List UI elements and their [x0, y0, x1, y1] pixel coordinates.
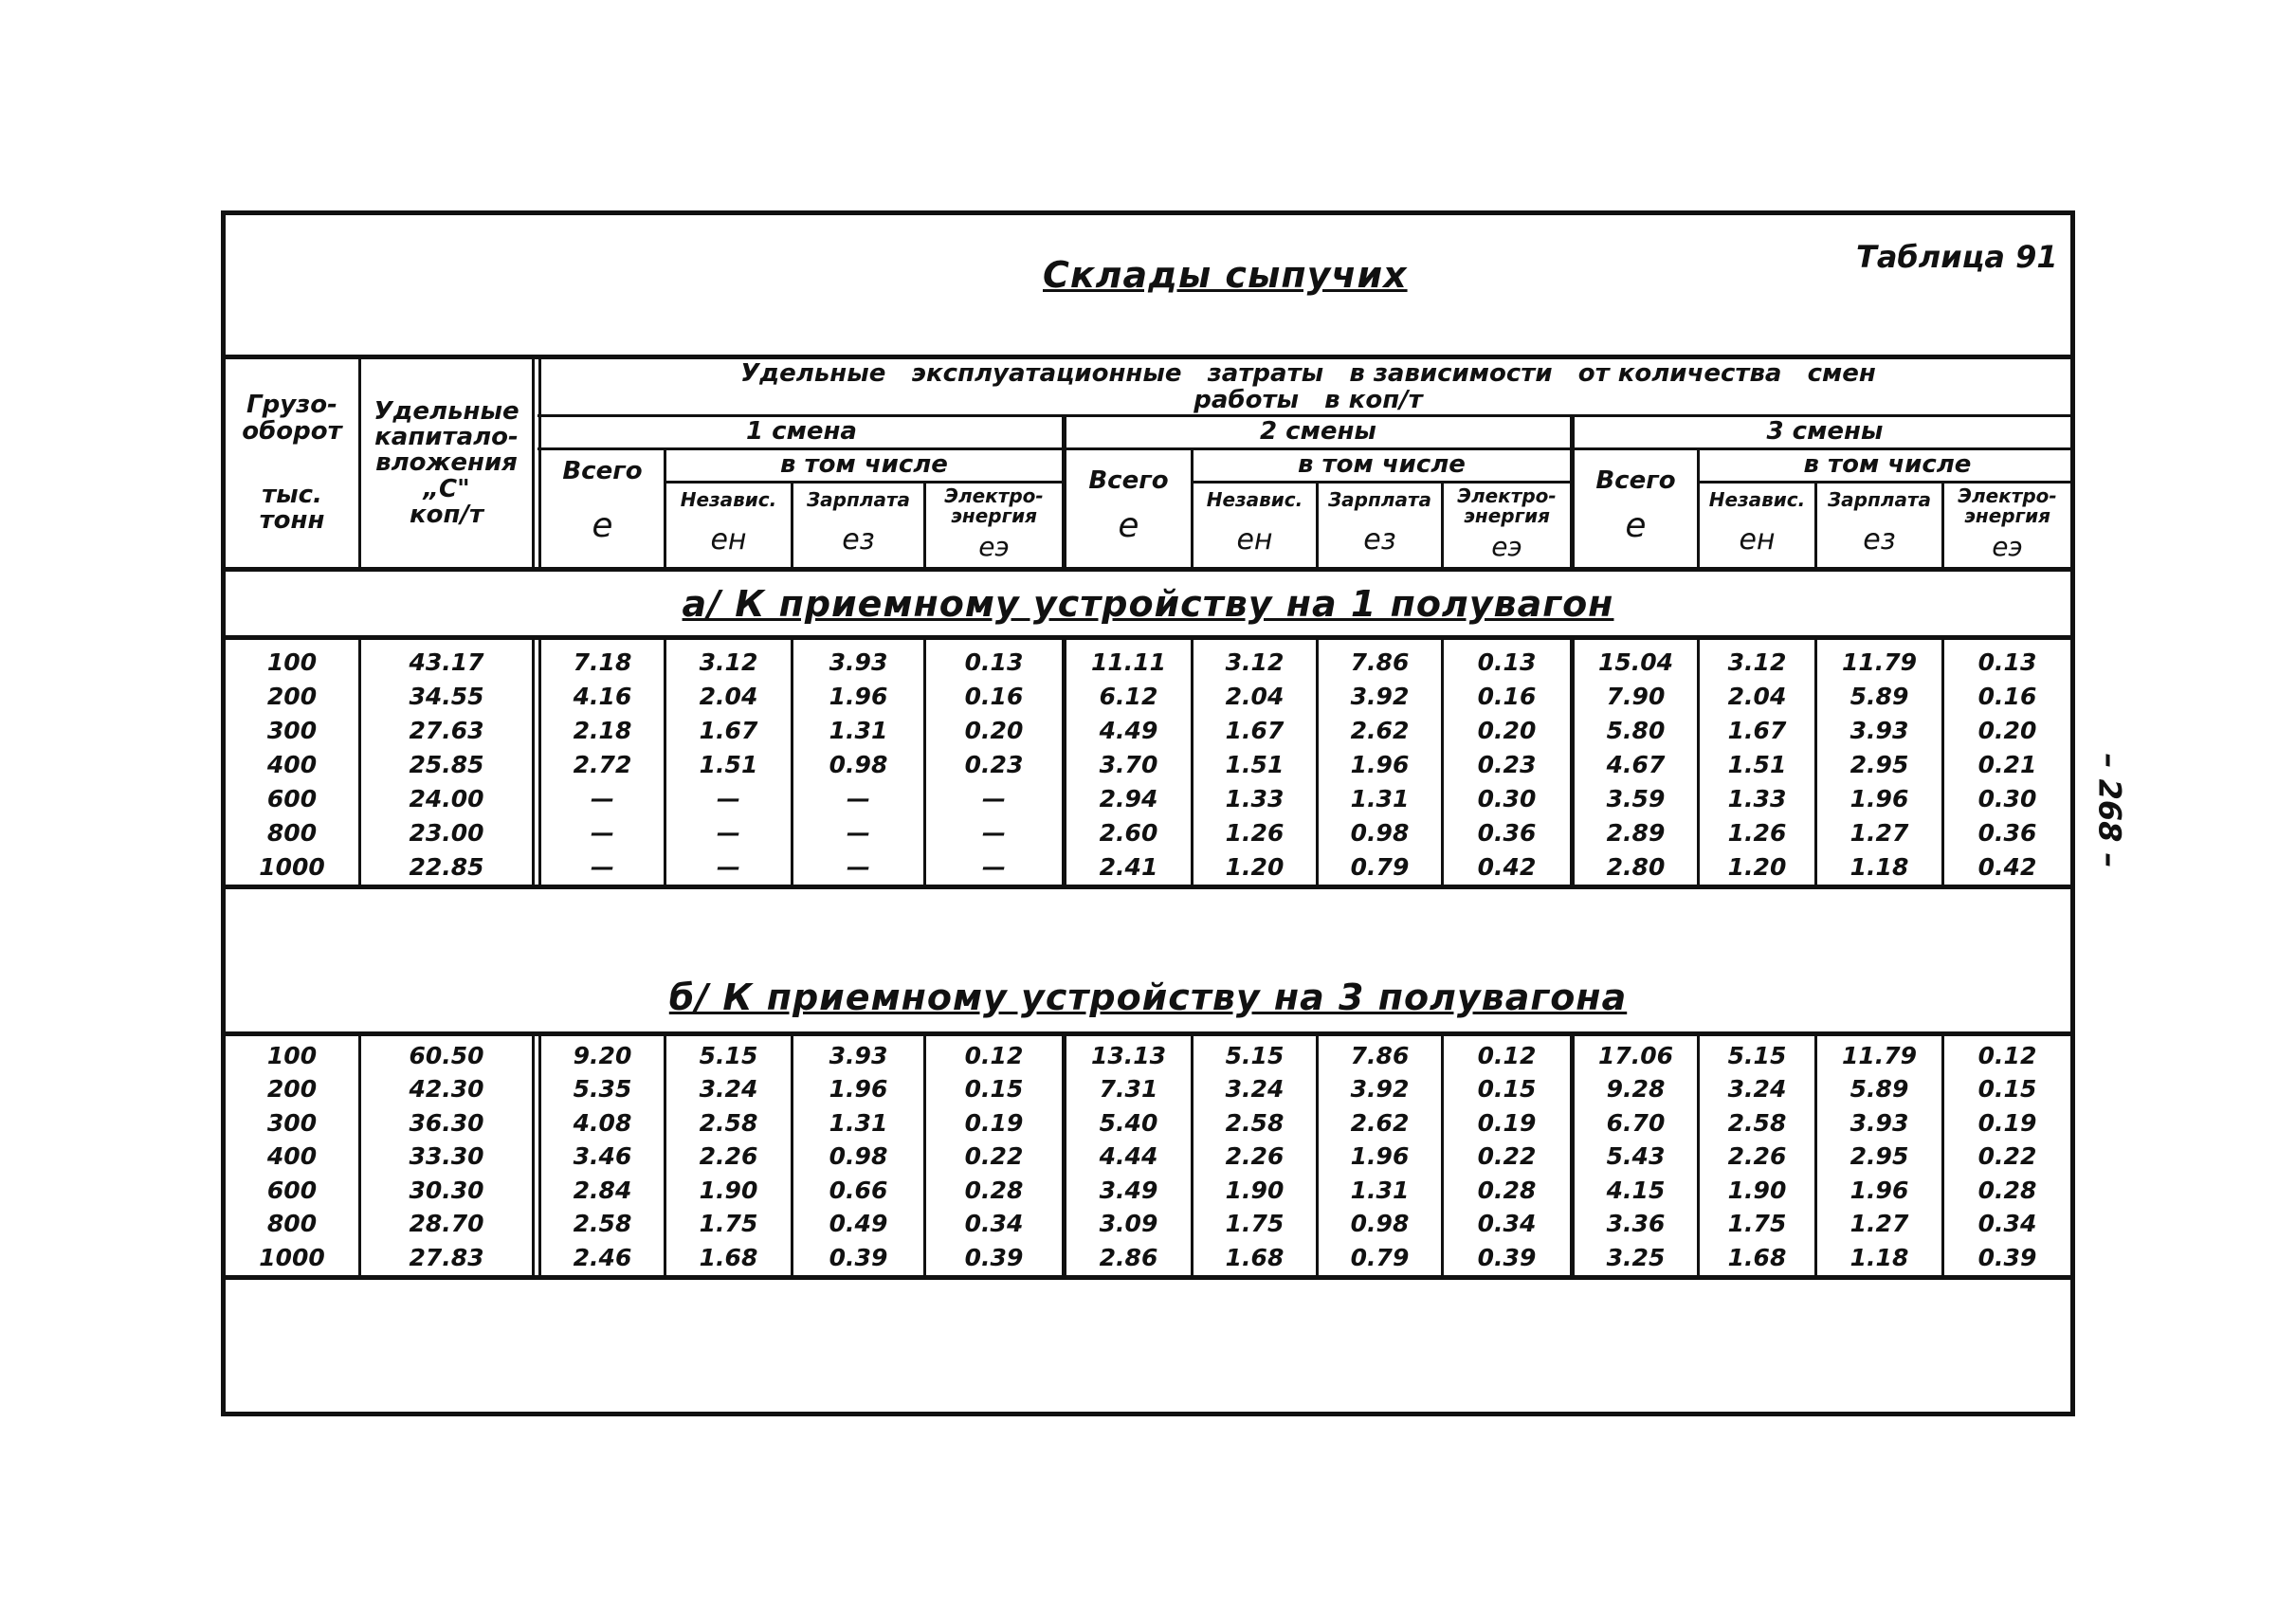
table-cell: 0.42: [1477, 852, 1537, 881]
table-cell: —: [847, 784, 870, 812]
header-indep-sym-1: eн: [710, 523, 747, 557]
table-cell: 100: [266, 1041, 318, 1069]
table-cell: —: [982, 784, 1006, 812]
table-cell: 0.15: [964, 1075, 1024, 1103]
table-cell: 2.26: [1727, 1142, 1787, 1170]
header-indep-sym-2: eн: [1236, 523, 1273, 557]
table-cell: 400: [266, 1142, 318, 1170]
table-cell: 300: [266, 1108, 318, 1137]
table-cell: 2.26: [699, 1142, 758, 1170]
table-cell: 0.16: [1477, 682, 1537, 710]
header-wage-3: Зарплата: [1827, 487, 1932, 511]
table-cell: 43.17: [409, 648, 484, 676]
table-cell: 0.23: [964, 750, 1024, 778]
table-cell: 3.09: [1099, 1210, 1158, 1237]
table-cell: 2.58: [1225, 1108, 1285, 1137]
table-cell: 1.90: [699, 1176, 758, 1204]
table-cell: 27.83: [409, 1243, 484, 1271]
table-cell: 11.79: [1841, 648, 1918, 676]
table-cell: 7.90: [1606, 682, 1666, 710]
section-b-rows: [0, 1038, 2296, 1273]
table-row: [0, 679, 2296, 713]
table-cell: 0.23: [1477, 750, 1537, 778]
table-cell: 1.96: [1850, 1176, 1909, 1204]
table-cell: 1.26: [1225, 818, 1285, 847]
table-cell: 0.22: [1977, 1142, 2037, 1170]
table-cell: 1.68: [1727, 1243, 1787, 1271]
table-cell: 1.51: [699, 750, 758, 778]
table-cell: 2.60: [1099, 818, 1158, 847]
table-cell: 2.04: [1225, 682, 1285, 710]
table-number: Таблица 91: [1856, 239, 2058, 275]
table-cell: 3.49: [1099, 1176, 1158, 1204]
table-cell: 0.79: [1350, 852, 1410, 881]
table-cell: 0.13: [1977, 648, 2037, 676]
header-wage-sym-2: eз: [1363, 523, 1396, 557]
table-cell: 1.20: [1727, 852, 1787, 881]
table-cell: 42.30: [409, 1075, 484, 1103]
header-wage-sym-3: eз: [1863, 523, 1896, 557]
table-cell: 4.67: [1606, 750, 1666, 778]
table-cell: 4.16: [573, 682, 632, 710]
header-shift-3: 3 смены: [1766, 417, 1884, 447]
table-cell: 22.85: [409, 852, 484, 881]
table-cell: 0.22: [1477, 1142, 1537, 1170]
header-incl-1: в том числе: [780, 450, 948, 480]
header-total-sym-3: e: [1625, 506, 1647, 546]
table-cell: 800: [266, 818, 318, 847]
table-cell: 5.15: [1225, 1041, 1285, 1069]
table-cell: 1.27: [1850, 818, 1909, 847]
header-shift-1: 1 смена: [746, 417, 857, 447]
section-b-end-line: [221, 1275, 2075, 1280]
table-cell: 17.06: [1597, 1041, 1674, 1069]
table-cell: 3.12: [1727, 648, 1787, 676]
table-cell: 7.86: [1350, 648, 1410, 676]
table-cell: 36.30: [409, 1108, 484, 1137]
header-power-sym-1: eэ: [978, 531, 1010, 563]
table-cell: 600: [266, 1176, 318, 1204]
table-cell: 0.12: [964, 1041, 1024, 1069]
table-cell: 2.58: [699, 1108, 758, 1137]
table-cell: 0.19: [1977, 1108, 2037, 1137]
table-row: [0, 1140, 2296, 1174]
table-cell: 3.70: [1099, 750, 1158, 778]
table-cell: 0.36: [1477, 818, 1537, 847]
table-cell: 1.33: [1727, 784, 1787, 812]
table-cell: 1.67: [1727, 716, 1787, 744]
table-cell: 1.68: [1225, 1243, 1285, 1271]
table-cell: 3.92: [1350, 682, 1410, 710]
table-cell: 0.98: [1350, 818, 1410, 847]
table-cell: 1000: [259, 852, 325, 881]
table-cell: 2.94: [1099, 784, 1158, 812]
header-incl-2: в том числе: [1298, 450, 1466, 480]
table-cell: 3.25: [1606, 1243, 1666, 1271]
table-cell: 0.42: [1977, 852, 2037, 881]
section-b-title: б/ К приемному устройству на 3 полувагона: [668, 976, 1628, 1018]
section-b-line: [221, 1031, 2075, 1036]
header-wage-1: Зарплата: [806, 487, 911, 511]
table-cell: —: [591, 818, 614, 847]
table-cell: 3.24: [699, 1075, 758, 1103]
table-cell: 4.08: [573, 1108, 632, 1137]
table-cell: 1.67: [1225, 716, 1285, 744]
table-cell: 28.70: [409, 1210, 484, 1237]
table-cell: 1.31: [1350, 1176, 1410, 1204]
table-cell: 3.46: [573, 1142, 632, 1170]
table-cell: 30.30: [409, 1176, 484, 1204]
table-cell: 1.96: [1350, 1142, 1410, 1170]
table-cell: 5.43: [1606, 1142, 1666, 1170]
table-cell: 0.30: [1477, 784, 1537, 812]
table-cell: 3.92: [1350, 1075, 1410, 1103]
table-cell: 3.24: [1727, 1075, 1787, 1103]
table-cell: 0.20: [964, 716, 1024, 744]
table-cell: 0.20: [1977, 716, 2037, 744]
header-wage-sym-1: eз: [842, 523, 875, 557]
table-cell: 4.15: [1606, 1176, 1666, 1204]
table-cell: 3.12: [699, 648, 758, 676]
page-title: Склады сыпучих: [1043, 254, 1408, 296]
table-cell: 4.49: [1099, 716, 1158, 744]
table-cell: 6.12: [1099, 682, 1158, 710]
header-power-3: Электро-энергия: [1958, 484, 2057, 527]
table-cell: 0.34: [1477, 1210, 1537, 1237]
table-cell: 24.00: [409, 784, 484, 812]
table-cell: 1.31: [1350, 784, 1410, 812]
header-total-sym-2: e: [1118, 506, 1139, 546]
table-row: [0, 747, 2296, 781]
table-cell: 3.36: [1606, 1210, 1666, 1237]
table-row: [0, 713, 2296, 747]
table-cell: 13.13: [1090, 1041, 1167, 1069]
header-power-sym-3: eэ: [1992, 531, 2023, 563]
page-number: – 268 –: [2092, 753, 2129, 868]
table-cell: 1.75: [1225, 1210, 1285, 1237]
table-cell: 0.98: [829, 750, 888, 778]
table-cell: 0.13: [1477, 648, 1537, 676]
table-cell: 5.40: [1099, 1108, 1158, 1137]
table-cell: 2.72: [573, 750, 632, 778]
header-power-sym-2: eэ: [1491, 531, 1522, 563]
table-cell: 3.24: [1225, 1075, 1285, 1103]
table-cell: 3.12: [1225, 648, 1285, 676]
table-cell: 300: [266, 716, 318, 744]
table-cell: 1.27: [1850, 1210, 1909, 1237]
table-cell: —: [982, 852, 1006, 881]
header-total-sym-1: e: [592, 506, 613, 546]
table-cell: 1.18: [1850, 852, 1909, 881]
header-total-3: Всего: [1595, 466, 1676, 496]
table-cell: 200: [266, 682, 318, 710]
table-cell: 1.33: [1225, 784, 1285, 812]
table-row: [0, 645, 2296, 679]
table-cell: 27.63: [409, 716, 484, 744]
section-a-title: а/ К приемному устройству на 1 полувагон: [682, 583, 1614, 625]
table-cell: 0.12: [1977, 1041, 2037, 1069]
table-cell: 3.93: [1850, 1108, 1909, 1137]
table-cell: 3.93: [829, 1041, 888, 1069]
table-cell: 2.41: [1099, 852, 1158, 881]
table-cell: —: [982, 818, 1006, 847]
table-row: [0, 1038, 2296, 1072]
table-row: [0, 815, 2296, 849]
header-indep-3: Независ.: [1708, 487, 1806, 511]
table-cell: 2.62: [1350, 1108, 1410, 1137]
header-indep-2: Независ.: [1206, 487, 1303, 511]
table-cell: 5.89: [1850, 1075, 1909, 1103]
table-cell: 2.18: [573, 716, 632, 744]
table-cell: 1000: [259, 1243, 325, 1271]
table-cell: —: [847, 852, 870, 881]
table-cell: 0.36: [1977, 818, 2037, 847]
table-cell: 200: [266, 1075, 318, 1103]
table-cell: 1.90: [1225, 1176, 1285, 1204]
table-cell: 6.70: [1606, 1108, 1666, 1137]
header-indep-sym-3: eн: [1739, 523, 1776, 557]
table-cell: 0.34: [1977, 1210, 2037, 1237]
table-row: [0, 1207, 2296, 1241]
table-cell: 600: [266, 784, 318, 812]
table-row: [0, 1240, 2296, 1274]
table-cell: 0.13: [964, 648, 1024, 676]
table-cell: 0.15: [1977, 1075, 2037, 1103]
table-cell: 0.22: [964, 1142, 1024, 1170]
table-cell: 11.11: [1090, 648, 1167, 676]
header-wage-2: Зарплата: [1327, 487, 1432, 511]
table-cell: 400: [266, 750, 318, 778]
header-power-2: Электро-энергия: [1457, 484, 1557, 527]
table-cell: 0.79: [1350, 1243, 1410, 1271]
table-cell: —: [717, 818, 740, 847]
table-cell: 0.19: [964, 1108, 1024, 1137]
table-cell: 0.28: [1977, 1176, 2037, 1204]
table-cell: 9.20: [573, 1041, 632, 1069]
table-cell: 2.86: [1099, 1243, 1158, 1271]
table-cell: 0.39: [1477, 1243, 1537, 1271]
table-cell: 2.04: [699, 682, 758, 710]
table-cell: 1.90: [1727, 1176, 1787, 1204]
table-cell: 1.96: [829, 1075, 888, 1103]
table-cell: 2.46: [573, 1243, 632, 1271]
table-cell: 0.66: [829, 1176, 888, 1204]
table-cell: 2.84: [573, 1176, 632, 1204]
table-cell: —: [591, 784, 614, 812]
header-power-1: Электро-энергия: [944, 484, 1044, 527]
table-cell: 5.80: [1606, 716, 1666, 744]
table-cell: 800: [266, 1210, 318, 1237]
table-cell: 2.95: [1850, 750, 1909, 778]
table-cell: 7.31: [1099, 1075, 1158, 1103]
table-cell: 34.55: [409, 682, 484, 710]
section-a-rows: [0, 645, 2296, 882]
table-cell: 5.15: [1727, 1041, 1787, 1069]
table-cell: 0.16: [964, 682, 1024, 710]
header-bottom-line: [221, 567, 2075, 572]
table-cell: 100: [266, 648, 318, 676]
table-cell: 0.39: [964, 1243, 1024, 1271]
table-cell: 2.58: [1727, 1108, 1787, 1137]
table-cell: 4.44: [1099, 1142, 1158, 1170]
table-cell: 1.96: [829, 682, 888, 710]
table-cell: 7.18: [573, 648, 632, 676]
table-cell: 15.04: [1597, 648, 1674, 676]
table-cell: 5.89: [1850, 682, 1909, 710]
table-cell: 1.26: [1727, 818, 1787, 847]
table-row: [0, 781, 2296, 815]
table-cell: 11.79: [1841, 1041, 1918, 1069]
table-cell: 2.58: [573, 1210, 632, 1237]
header-cargo: Грузо- оборот тыс. тонн: [242, 391, 342, 536]
table-cell: 7.86: [1350, 1041, 1410, 1069]
section-a-end-line: [221, 885, 2075, 889]
section-a-line: [221, 635, 2075, 640]
table-cell: 2.80: [1606, 852, 1666, 881]
vline-h2a: [532, 355, 535, 569]
table-cell: 1.75: [1727, 1210, 1787, 1237]
table-cell: 2.95: [1850, 1142, 1909, 1170]
header-indep-1: Независ.: [680, 487, 777, 511]
header-total-1: Всего: [562, 457, 643, 486]
table-cell: 3.93: [829, 648, 888, 676]
table-cell: 2.62: [1350, 716, 1410, 744]
table-cell: —: [847, 818, 870, 847]
table-cell: 1.68: [699, 1243, 758, 1271]
table-cell: 0.28: [1477, 1176, 1537, 1204]
table-cell: 0.34: [964, 1210, 1024, 1237]
table-cell: 0.39: [1977, 1243, 2037, 1271]
table-cell: 0.12: [1477, 1041, 1537, 1069]
table-cell: 5.15: [699, 1041, 758, 1069]
table-cell: 2.04: [1727, 682, 1787, 710]
table-cell: 1.51: [1225, 750, 1285, 778]
table-cell: 0.28: [964, 1176, 1024, 1204]
table-cell: —: [717, 784, 740, 812]
table-cell: 23.00: [409, 818, 484, 847]
table-row: [0, 849, 2296, 884]
table-row: [0, 1105, 2296, 1140]
table-cell: 1.67: [699, 716, 758, 744]
table-cell: 0.19: [1477, 1108, 1537, 1137]
table-cell: 5.35: [573, 1075, 632, 1103]
header-shift-2: 2 смены: [1260, 417, 1376, 447]
header-costs-title: Удельные эксплуатационные затраты в зависимости от количества смен работы в коп/т: [740, 359, 1876, 414]
table-cell: 1.31: [829, 716, 888, 744]
table-cell: 0.39: [829, 1243, 888, 1271]
table-row: [0, 1173, 2296, 1207]
table-cell: 3.93: [1850, 716, 1909, 744]
table-cell: 0.16: [1977, 682, 2037, 710]
table-cell: 2.89: [1606, 818, 1666, 847]
table-cell: 0.98: [1350, 1210, 1410, 1237]
table-cell: 25.85: [409, 750, 484, 778]
table-cell: 3.59: [1606, 784, 1666, 812]
table-cell: 1.18: [1850, 1243, 1909, 1271]
table-cell: 0.21: [1977, 750, 2037, 778]
table-cell: 1.20: [1225, 852, 1285, 881]
header-invest: Удельные капитало- вложения „С" коп/т: [374, 396, 519, 529]
header-total-2: Всего: [1088, 466, 1169, 496]
table-cell: —: [591, 852, 614, 881]
table-cell: 0.30: [1977, 784, 2037, 812]
table-cell: 0.98: [829, 1142, 888, 1170]
table-row: [0, 1072, 2296, 1106]
table-cell: 0.15: [1477, 1075, 1537, 1103]
table-cell: 33.30: [409, 1142, 484, 1170]
table-cell: —: [717, 852, 740, 881]
table-cell: 9.28: [1606, 1075, 1666, 1103]
table-cell: 1.51: [1727, 750, 1787, 778]
table-cell: 1.31: [829, 1108, 888, 1137]
table-cell: 2.26: [1225, 1142, 1285, 1170]
header-incl-3: в том числе: [1803, 450, 1972, 480]
table-cell: 0.20: [1477, 716, 1537, 744]
table-cell: 1.96: [1350, 750, 1410, 778]
table-cell: 0.49: [829, 1210, 888, 1237]
table-cell: 1.96: [1850, 784, 1909, 812]
table-cell: 60.50: [409, 1041, 484, 1069]
table-cell: 1.75: [699, 1210, 758, 1237]
